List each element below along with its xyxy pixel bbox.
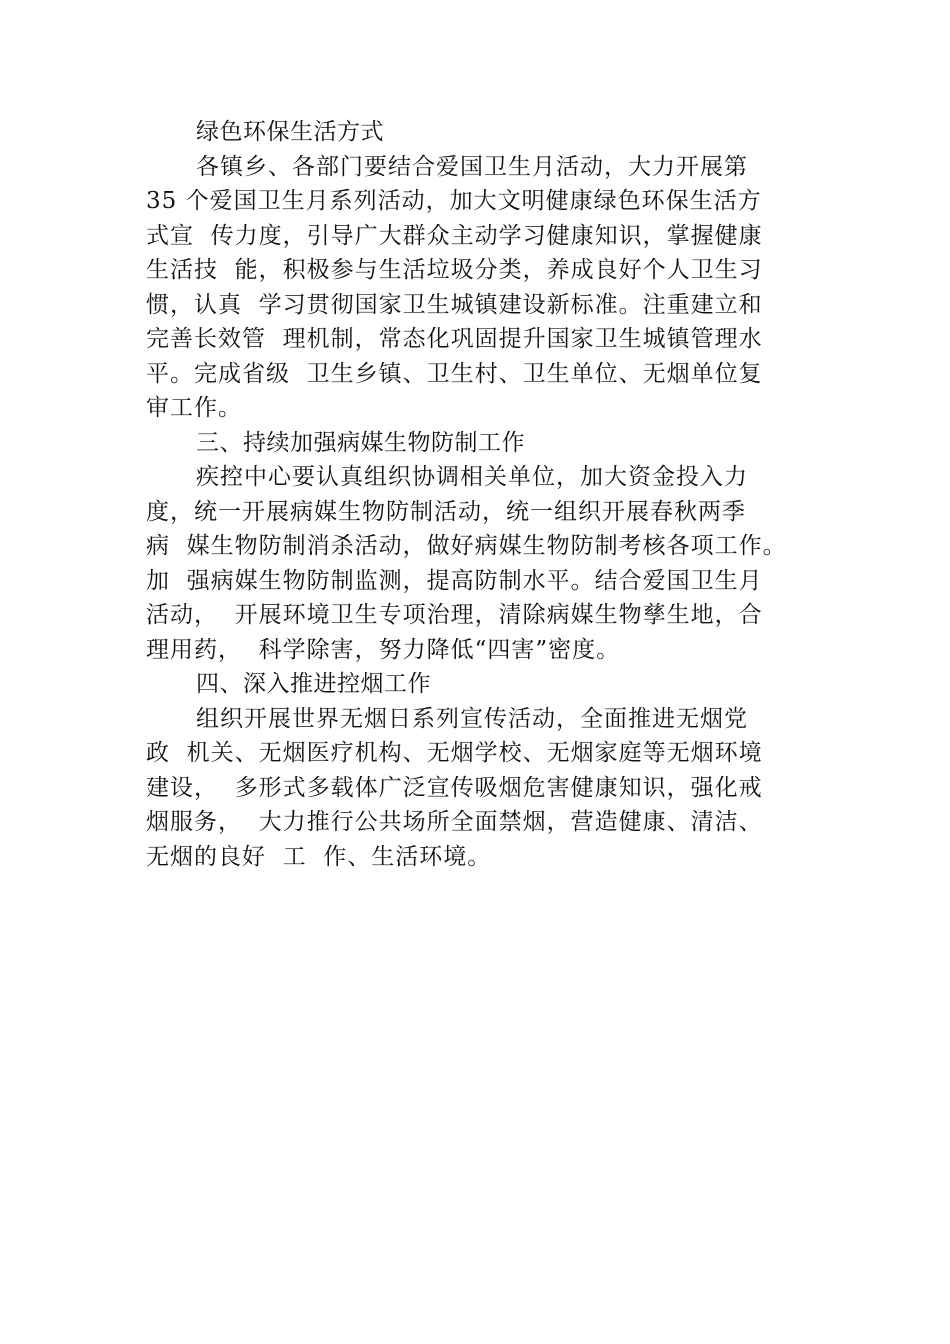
paragraph-line: 式宣 传力度，引导广大群众主动学习健康知识，掌握健康 (146, 222, 763, 249)
document-body (146, 115, 806, 874)
paragraph-line: 各镇乡、各部门要结合爱国卫生月活动，大力开展第 (196, 153, 748, 180)
paragraph-line: 度，统一开展病媒生物防制活动，统一组织开展春秋两季 (146, 498, 746, 525)
paragraph-line: 理用药， 科学除害，努力降低“四害”密度。 (146, 636, 621, 663)
paragraph-line: 活动， 开展环境卫生专项治理，清除病媒生物孳生地，合 (146, 602, 763, 628)
paragraph-line: 无烟的良好 工 作、生活环境。 (146, 843, 492, 870)
paragraph-line: 组织开展世界无烟日系列宣传活动，全面推进无烟党 (196, 705, 748, 732)
paragraph-line: 平。完成省级 卫生乡镇、卫生村、卫生单位、无烟单位复 (146, 360, 763, 387)
section-heading: 三、持续加强病媒生物防制工作 (196, 429, 525, 456)
section-heading: 四、深入推进控烟工作 (196, 671, 431, 697)
paragraph-line: 烟服务， 大力推行公共场所全面禁烟，营造健康、清洁、 (146, 809, 763, 835)
paragraph-line: 政 机关、无烟医疗机构、无烟学校、无烟家庭等无烟环境 (146, 740, 763, 766)
paragraph-line: 完善长效管 理机制，常态化巩固提升国家卫生城镇管理水 (146, 326, 763, 352)
paragraph-line: 35 个爱国卫生月系列活动，加大文明健康绿色环保生活方 (146, 188, 762, 214)
paragraph-line: 疾控中心要认真组织协调相关单位，加大资金投入力 (196, 464, 748, 490)
paragraph-line: 病 媒生物防制消杀活动，做好病媒生物防制考核各项工作。 (146, 533, 787, 559)
section-heading: 绿色环保生活方式 (196, 119, 384, 145)
paragraph-line: 生活技 能，积极参与生活垃圾分类，养成良好个人卫生习 (146, 257, 763, 283)
paragraph-line: 加 强病媒生物防制监测，提高防制水平。结合爱国卫生月 (146, 567, 763, 594)
paragraph-line: 建设， 多形式多载体广泛宣传吸烟危害健康知识，强化戒 (146, 774, 763, 801)
paragraph-line: 审工作。 (146, 395, 242, 421)
paragraph-line: 惯，认真 学习贯彻国家卫生城镇建设新标准。注重建立和 (146, 291, 763, 318)
